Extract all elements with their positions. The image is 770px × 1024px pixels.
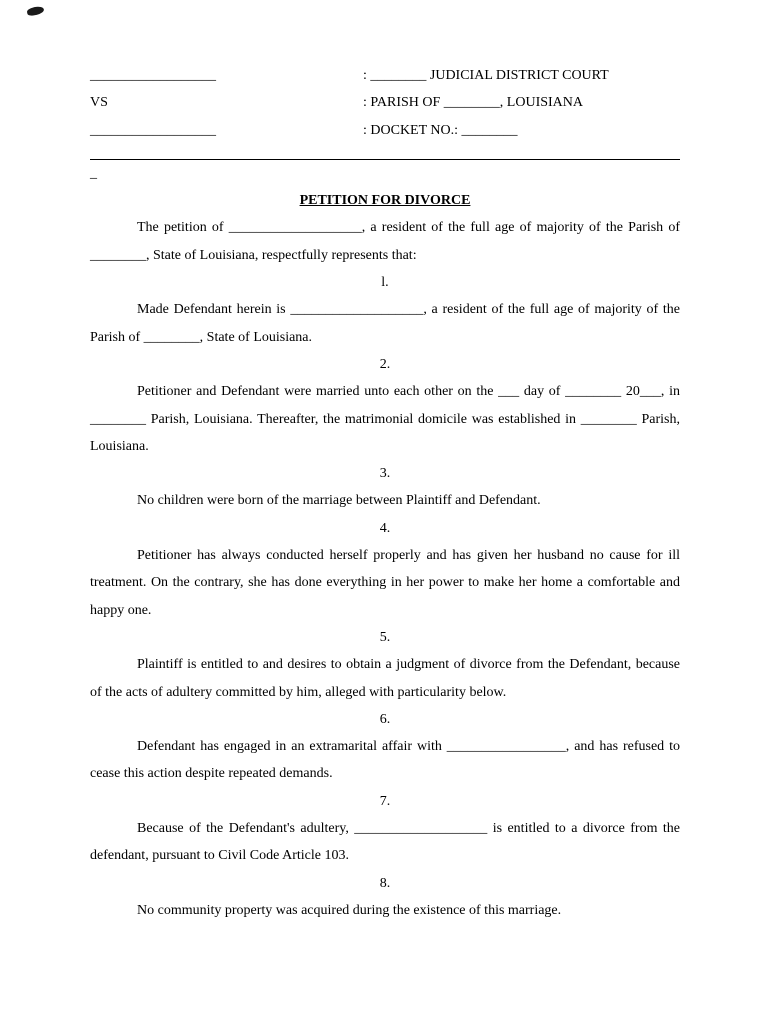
petition-paragraph-2: Petitioner and Defendant were married unto each other on the ___ day of ________ 20___, in ________ Parish, Louisiana. Thereafter, the matrimonial domicile was established in ________ Parish, Louisiana. [90,384,680,454]
section-number-2: 2. [379,356,391,372]
versus-label: VS [90,95,108,111]
section-number-6: 6. [379,711,391,727]
case-caption [90,62,680,144]
section-number-5: 5. [379,629,391,645]
petition-paragraph-1: Made Defendant herein is ___________________, a resident of the full age of majority of the Parish of ________, State of Louisiana. [90,302,680,345]
petition-paragraph-5: Plaintiff is entitled to and desires to obtain a judgment of divorce from the Defendant, because of the acts of adultery committed by him, alleged with particularity below. [90,657,680,700]
petition-paragraph-3: No children were born of the marriage between Plaintiff and Defendant. [137,493,541,509]
petition-paragraph-8: No community property was acquired during the existence of this marriage. [137,902,562,918]
stray-underscore: _ [90,165,97,181]
section-number-1: l. [381,275,389,291]
petition-paragraph-4: Petitioner has always conducted herself properly and has given her husband no cause for ill treatment. On the contrary, she has done everything in her power to make her home a comfortable and happy one. [90,548,680,618]
section-number-4: 4. [379,520,391,536]
defendant-name-blank: __________________ [90,122,216,138]
document-title: PETITION FOR DIVORCE [299,193,471,209]
section-number-7: 7. [379,793,391,809]
caption-row-plaintiff [90,62,680,89]
plaintiff-name-blank: __________________ [90,68,216,83]
petition-paragraph-7: Because of the Defendant's adultery, ___________________ is entitled to a divorce from the defendant, pursuant to Civil Code Article 103. [90,821,680,864]
scan-artifact-mark [26,5,44,16]
court-name-line: : ________ JUDICIAL DISTRICT COURT [363,68,609,83]
section-number-8: 8. [379,875,391,891]
docket-number-line: : DOCKET NO.: ________ [363,122,518,138]
section-number-3: 3. [379,466,391,482]
caption-row-versus [90,89,680,116]
caption-row-defendant [90,117,680,144]
petition-paragraph-6: Defendant has engaged in an extramarital affair with _________________, and has refused to cease this action despite repeated demands. [90,739,680,782]
caption-divider-line [90,144,680,160]
petition-paragraph-intro: The petition of ___________________, a resident of the full age of majority of the Parish of ________, State of Louisiana, respectfully represents that: [90,220,680,263]
parish-line: : PARISH OF ________, LOUISIANA [363,95,584,111]
